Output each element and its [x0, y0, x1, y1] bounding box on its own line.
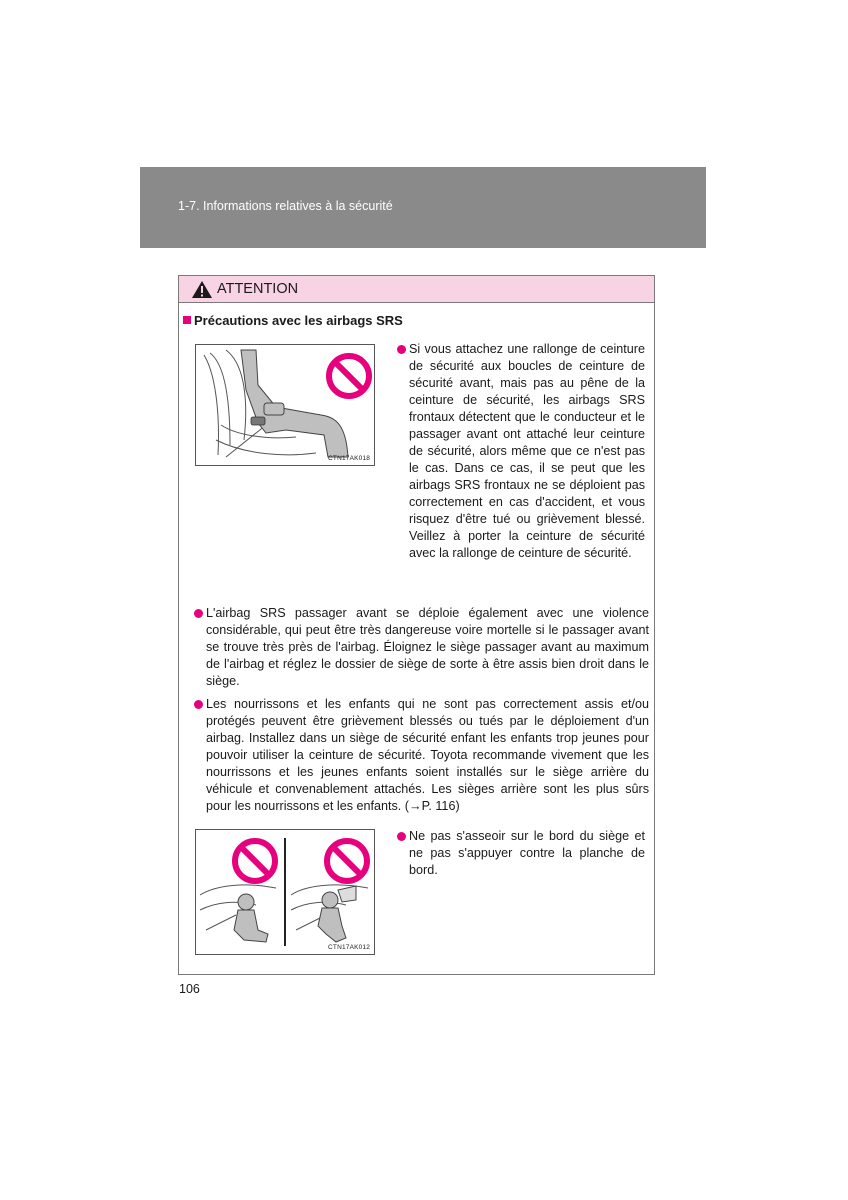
illustration-seating-posture	[195, 829, 375, 955]
bullet-dot-icon	[397, 345, 406, 354]
section-heading-text: Précautions avec les airbags SRS	[194, 313, 403, 328]
chapter-header	[140, 167, 706, 248]
prohibition-icon	[326, 353, 372, 399]
page-number: 106	[179, 982, 200, 996]
bullet-text: Ne pas s'asseoir sur le bord du siège et ne pas s'appuyer contre la planche de bord.	[409, 829, 645, 877]
attention-header	[179, 276, 654, 303]
bullet-item	[409, 828, 645, 879]
chapter-title: 1-7. Informations relatives à la sécurité	[178, 199, 393, 213]
bullet-dot-icon	[397, 832, 406, 841]
warning-triangle-icon	[191, 280, 213, 299]
prohibition-icon	[232, 838, 278, 884]
bullet-dot-icon	[194, 700, 203, 709]
bullet-item	[206, 696, 649, 815]
bullet-text: L'airbag SRS passager avant se déploie également avec une violence considérable, qui peut être très dangereuse voire mortelle si le passager avant se trouve très près de l'airbag. Éloignez le siège passager avant au maximum de l'airbag et réglez le dossier de siège de sorte à être assis bien droit dans le siège.	[206, 606, 649, 688]
image-code: CTN17AK012	[328, 944, 371, 951]
bullet-item	[409, 341, 645, 562]
square-bullet-icon	[183, 316, 191, 324]
bullet-text: Si vous attachez une rallonge de ceinture de sécurité aux boucles de ceinture de sécurité avant, mais pas au pêne de la ceinture de sécurité, les airbags SRS frontaux détectent que le conducteur et le passager avant ont attaché leur ceinture de sécurité, alors même que ce n'est pas le cas. Dans ce cas, il se peut que les airbags SRS frontaux ne se déploient pas correctement en cas d'accident, et vous risquez d'être tué ou grièvement blessé. Veillez à porter la ceinture de sécurité avec la rallonge de ceinture de sécurité.	[409, 342, 645, 560]
attention-box	[178, 275, 655, 975]
prohibition-icon	[324, 838, 370, 884]
bullet-text: Les nourrissons et les enfants qui ne sont pas correctement assis et/ou protégés peuvent être grièvement blessés ou tués par le déploiement d'un airbag. Installez dans un siège de sécurité enfant les enfants trop jeunes pour pouvoir utiliser la ceinture de sécurité. Toyota recommande vivement que les nourrissons et les jeunes enfants soient installés sur le siège arrière du véhicule et convenablement attachés. Les sièges arrière sont les plus sûrs pour les nourrissons et les enfants. (→P. 116)	[206, 697, 649, 813]
bullet-dot-icon	[194, 609, 203, 618]
image-code: CTN17AK018	[328, 455, 371, 462]
illustration-seatbelt-extender	[195, 344, 375, 466]
bullet-item	[206, 605, 649, 690]
section-heading	[183, 313, 403, 328]
attention-title: ATTENTION	[217, 281, 299, 297]
